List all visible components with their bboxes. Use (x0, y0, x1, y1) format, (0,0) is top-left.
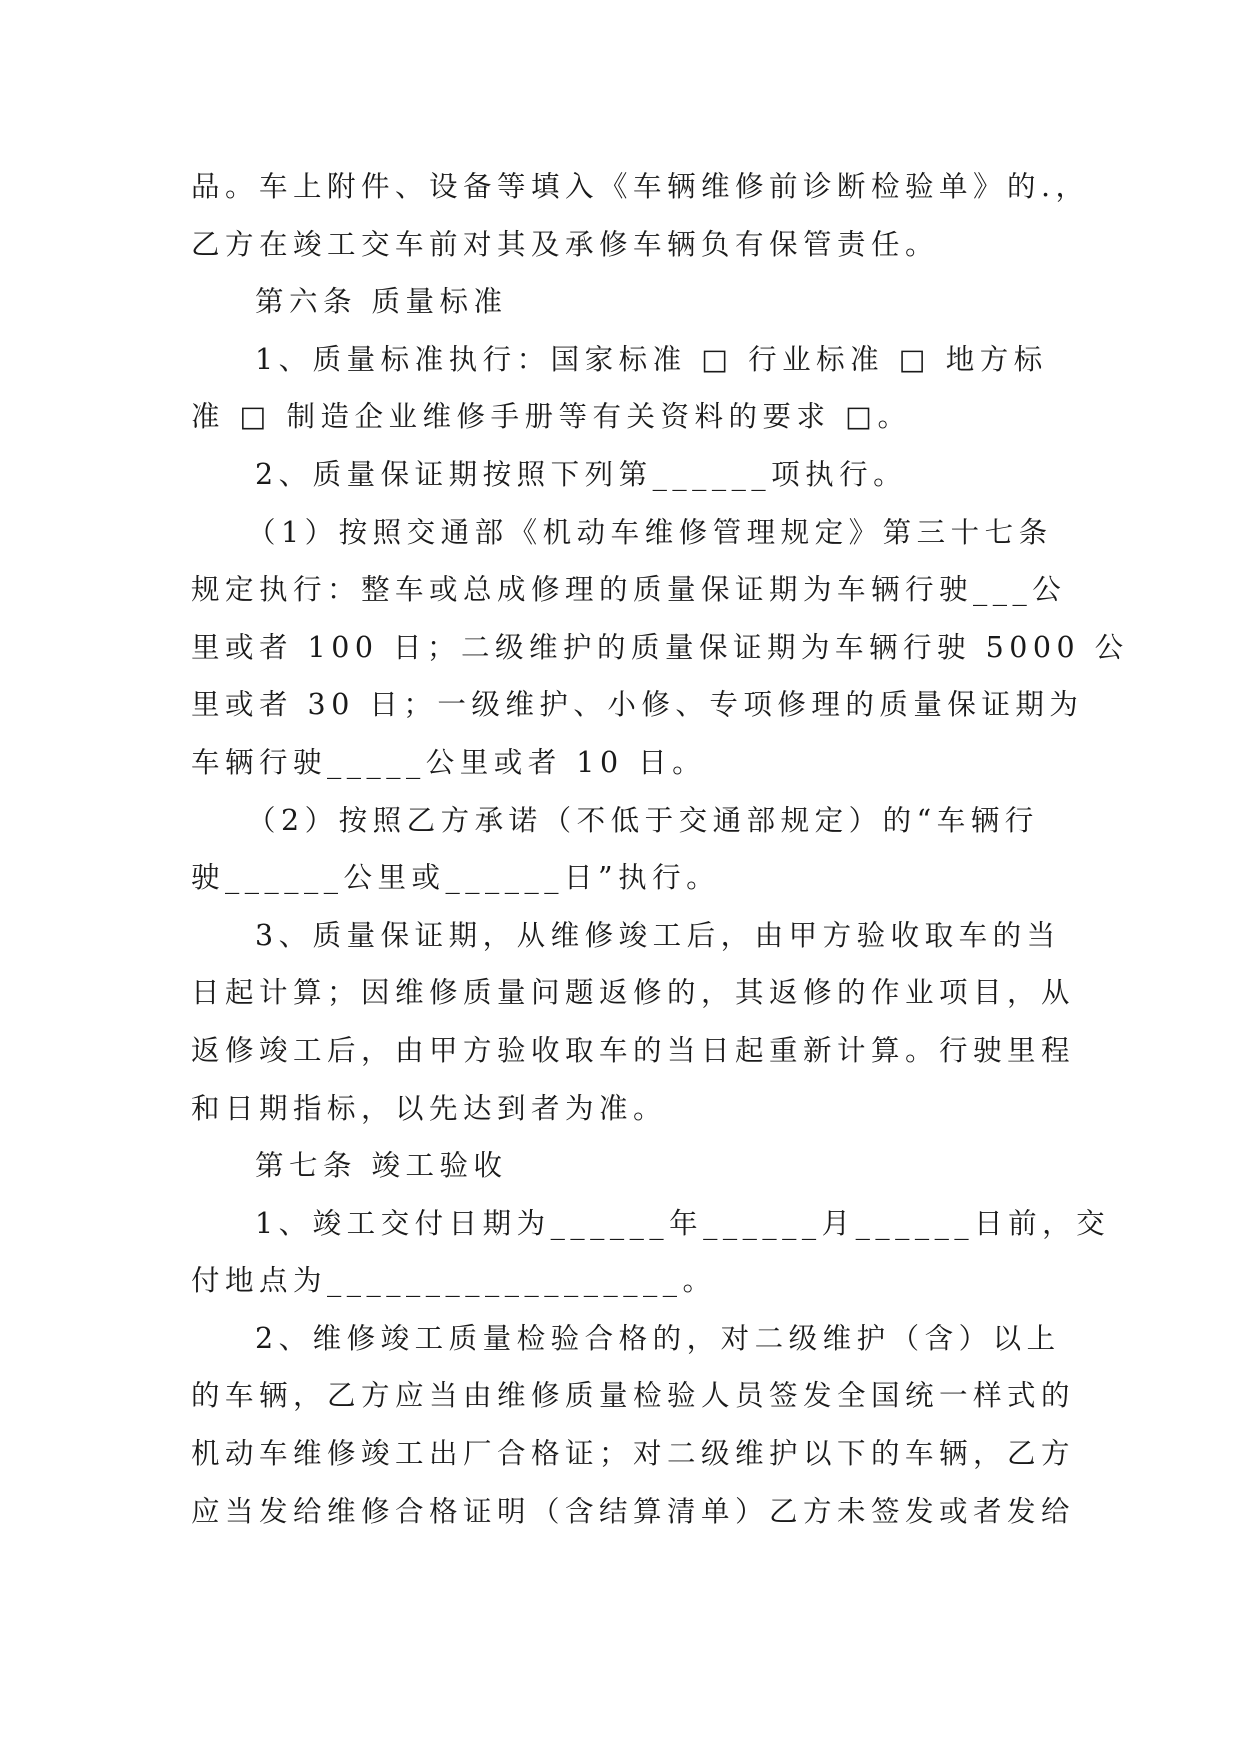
text-line: 付地点为__________________。 (191, 1264, 717, 1298)
text-line: （2）按照乙方承诺（不低于交通部规定）的“车辆行 (247, 803, 1039, 837)
text-line: 品。车上附件、设备等填入《车辆维修前诊断检验单》的.， (191, 170, 1090, 203)
text-line: 3、质量保证期，从维修竣工后，由甲方验收取车的当 (255, 918, 1061, 952)
text-line: 1、竣工交付日期为______年______月______日前，交 (255, 1206, 1111, 1240)
text-line: 里或者 30 日；一级维护、小修、专项修理的质量保证期为 (191, 688, 1084, 722)
text-line: 2、质量保证期按照下列第______项执行。 (255, 457, 908, 491)
document-page (191, 158, 1129, 1540)
text-line: 准 □ 制造企业维修手册等有关资料的要求 □。 (191, 400, 912, 434)
text-line: 车辆行驶_____公里或者 10 日。 (191, 745, 707, 779)
text-line: 2、维修竣工质量检验合格的，对二级维护（含）以上 (255, 1321, 1061, 1355)
text-line: 和日期指标，以先达到者为准。 (191, 1091, 668, 1125)
text-line: （1）按照交通部《机动车维修管理规定》第三十七条 (247, 515, 1053, 549)
text-line: 里或者 100 日；二级维护的质量保证期为车辆行驶 5000 公 (191, 630, 1129, 664)
text-line: 机动车维修竣工出厂合格证；对二级维护以下的车辆，乙方 (191, 1437, 1076, 1471)
text-line: 乙方在竣工交车前对其及承修车辆负有保管责任。 (191, 227, 940, 261)
text-line: 规定执行：整车或总成修理的质量保证期为车辆行驶___公 (191, 573, 1067, 607)
text-line: 应当发给维修合格证明（含结算清单）乙方未签发或者发给 (191, 1494, 1076, 1528)
section-heading: 第六条 质量标准 (255, 285, 508, 319)
section-heading: 第七条 竣工验收 (255, 1149, 508, 1183)
text-line: 驶______公里或______日”执行。 (191, 861, 721, 895)
text-line: 1、质量标准执行：国家标准 □ 行业标准 □ 地方标 (255, 342, 1048, 376)
text-line: 的车辆，乙方应当由维修质量检验人员签发全国统一样式的 (191, 1379, 1076, 1413)
text-line: 日起计算；因维修质量问题返修的，其返修的作业项目，从 (191, 976, 1076, 1010)
text-line: 返修竣工后，由甲方验收取车的当日起重新计算。行驶里程 (191, 1033, 1076, 1067)
